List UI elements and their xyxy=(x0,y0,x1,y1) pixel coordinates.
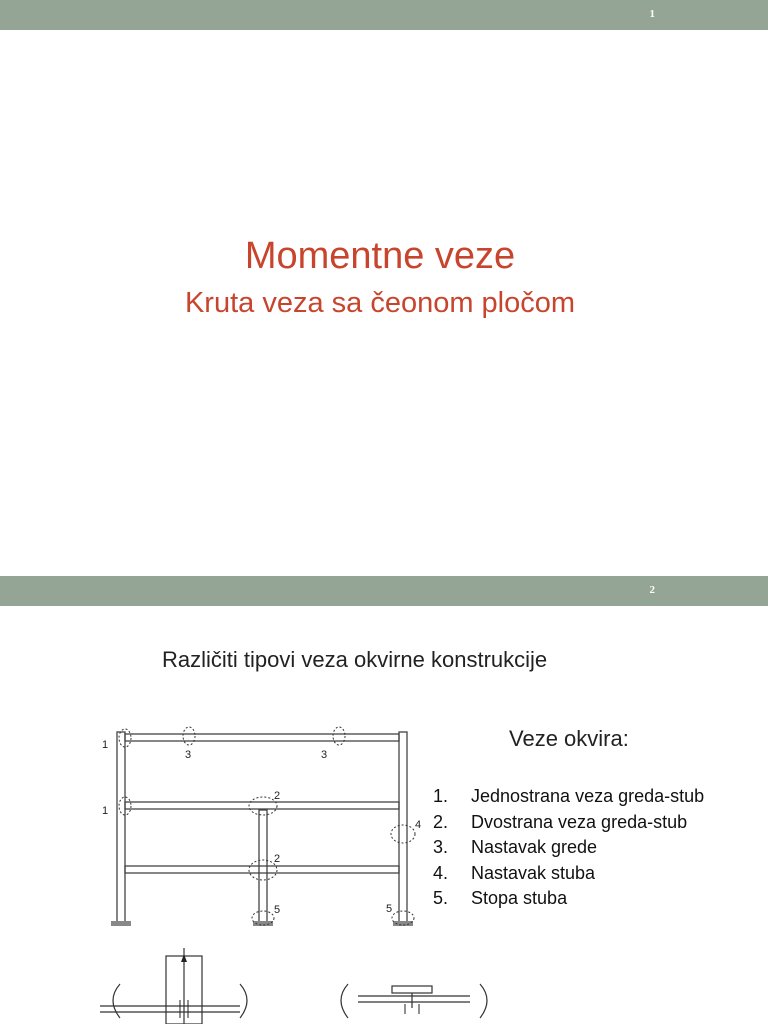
slide-title: Momentne veze xyxy=(244,235,516,277)
slide-subtitle: Kruta veza sa čeonom pločom xyxy=(184,287,576,319)
diagram-label: 4 xyxy=(415,819,422,831)
slide-number: 2 xyxy=(649,584,655,596)
list-item: 1. Jednostrana veza greda-stub xyxy=(433,786,705,806)
diagram-label: 1 xyxy=(102,739,109,751)
slide-number: 1 xyxy=(649,8,655,20)
slide-header-bar xyxy=(0,576,768,606)
diagram-label: 5 xyxy=(274,904,281,916)
list-item: 4. Nastavak stuba xyxy=(433,862,596,883)
connection-detail-drawing xyxy=(100,948,500,1024)
slide-header-bar xyxy=(0,0,768,30)
list-item: 2. Dvostrana veza greda-stub xyxy=(433,811,688,832)
diagram-label: 2 xyxy=(274,853,281,865)
list-item: 5. Stopa stuba xyxy=(433,888,568,908)
diagram-label: 2 xyxy=(274,790,281,802)
diagram-label: 5 xyxy=(386,903,393,915)
list-item: 3. Nastavak grede xyxy=(433,837,598,857)
diagram-label: 3 xyxy=(185,749,192,761)
diagram-label: 3 xyxy=(321,749,328,761)
slide-heading: Različiti tipovi veza okvirne konstrukcije xyxy=(162,647,548,672)
legend-title: Veze okvira: xyxy=(509,726,629,751)
frame-diagram xyxy=(95,720,425,935)
arrow-icon xyxy=(181,954,187,962)
diagram-label: 1 xyxy=(102,805,109,817)
legend-list xyxy=(433,784,704,912)
